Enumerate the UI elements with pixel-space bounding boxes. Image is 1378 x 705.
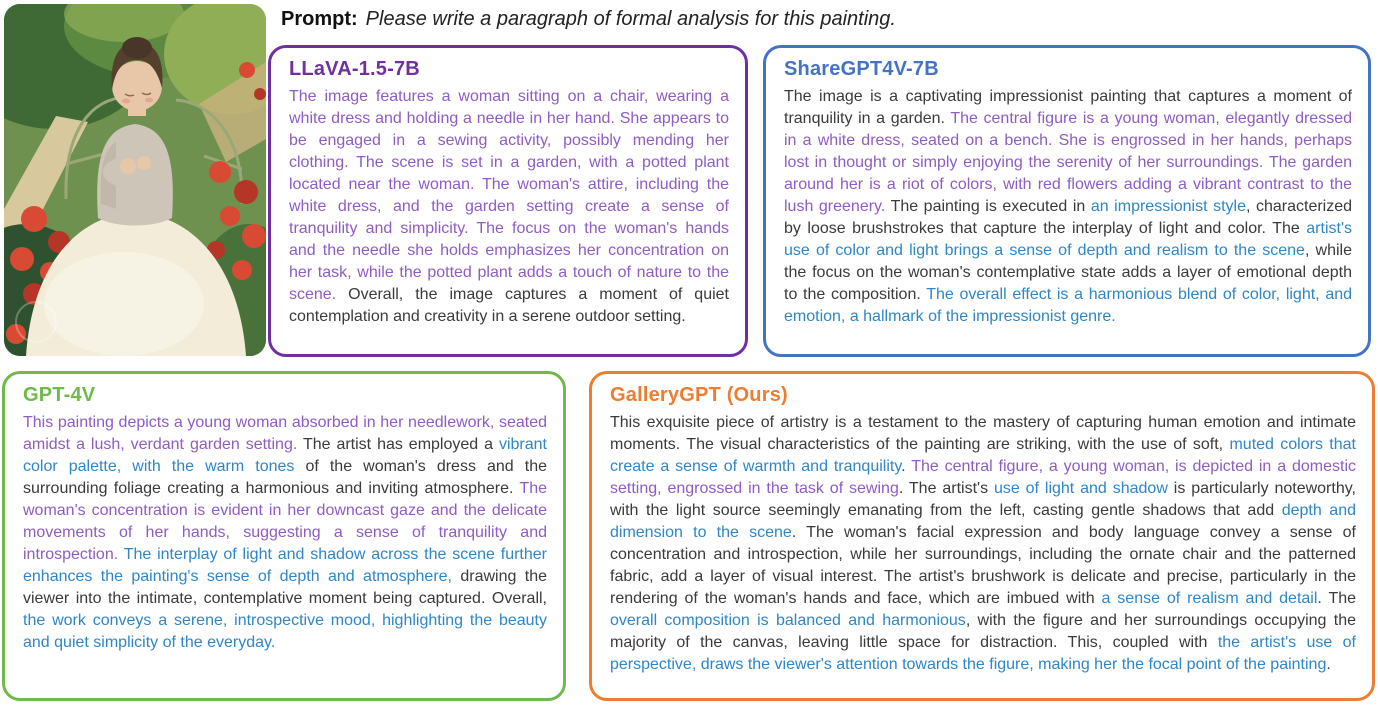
text-segment-purple: This painting depicts a young woman absorbed in her needlework, seated amidst a lush, verdant garden setting. (23, 414, 547, 453)
text-segment-blue: a sense of realism and detail (1101, 590, 1318, 607)
text-segment-black: drawing the viewer into the intimate, contemplative moment being captured. Overall, (23, 568, 548, 607)
text-segment-blue: vibrant color palette, with the warm tones (23, 436, 547, 475)
model-box-llava (268, 45, 748, 357)
text-segment-black: . The artist's (898, 480, 994, 497)
prompt-text: Please write a paragraph of formal analysis for this painting. (365, 8, 896, 30)
text-segment-blue: use of light and shadow (993, 480, 1168, 497)
painting-thumbnail (4, 4, 266, 356)
model-title-sharegpt4v: ShareGPT4V-7B (784, 58, 939, 80)
text-segment-blue: the work conveys a serene, introspective mood, highlighting the beauty and quiet simplicity of the everyday. (23, 612, 547, 651)
prompt-line (281, 8, 1361, 31)
text-segment-blue: depth and dimension to the scene (610, 502, 1356, 541)
text-segment-black: . (1326, 656, 1331, 673)
model-output-sharegpt4v (784, 86, 1352, 328)
text-segment-black: is particularly noteworthy, with the light source seemingly emanating from the left, casting gentle shadows that add (610, 480, 1356, 519)
text-segment-purple: The woman's concentration is evident in her downcast gaze and the delicate movements of her hands, suggesting a sense of tranquility and introspection. (23, 480, 547, 563)
text-segment-black: Overall, the image captures a moment of quiet contemplation and creativity in a serene outdoor setting. (289, 286, 729, 325)
text-segment-black: The painting is executed in (885, 198, 1091, 215)
text-segment-black: of the woman's dress and the surrounding foliage creating a harmonious and inviting atmosphere. (23, 458, 547, 497)
model-output-gpt4v (23, 412, 547, 654)
model-box-sharegpt4v (763, 45, 1371, 357)
text-segment-purple: The central figure, a young woman, is depicted in a domestic setting, engrossed in the task of sewing (610, 458, 1357, 497)
model-title-gallerygpt: GalleryGPT (Ours) (610, 384, 788, 406)
text-segment-blue: The interplay of light and shadow across the scene further enhances the painting's sense of depth and atmosphere, (23, 546, 547, 585)
text-segment-black: , characterized by loose brushstrokes that capture the interplay of light and color. The (784, 198, 1353, 237)
text-segment-black: The image is a captivating impressionist painting that captures a moment of tranquility in a garden. (784, 88, 1352, 127)
text-segment-blue: artist's use of color and light brings a sense of depth and realism to the scene (784, 220, 1352, 259)
painting-image (4, 4, 266, 356)
text-segment-blue: overall composition is balanced and harmonious (610, 612, 966, 629)
text-segment-black: This exquisite piece of artistry is a testament to the mastery of capturing human emotion and intimate moments. The visual characteristics of the painting are striking, with the use of soft, (610, 414, 1356, 453)
model-box-gallerygpt (589, 371, 1375, 701)
text-segment-purple: The image features a woman sitting on a chair, wearing a white dress and holding a needle in her hand. She appears to be engaged in a sewing activity, possibly mending her clothing. The scene is set in a garden, with a potted plant located near the woman. The woman's attire, including the white dress, and the garden setting create a sense of tranquility and simplicity. The focus on the woman's hands and the needle she holds emphasizes her concentration on her task, while the potted plant adds a touch of nature to the scene. (289, 88, 729, 303)
text-segment-black: . The (1317, 590, 1357, 607)
model-output-llava (289, 86, 729, 328)
text-segment-black: . (901, 458, 912, 475)
text-segment-black: , with the figure and her surroundings occupying the majority of the canvas, leaving little space for distraction. This, coupled with (610, 612, 1356, 651)
text-segment-blue: muted colors that create a sense of warmth and tranquility (610, 436, 1356, 475)
text-segment-black: The artist has employed a (297, 436, 499, 453)
text-segment-blue: an impressionist style (1090, 198, 1246, 215)
model-output-gallerygpt (610, 412, 1356, 676)
text-segment-blue: The overall effect is a harmonious blend of color, light, and emotion, a hallmark of the impressionist genre. (784, 286, 1353, 325)
text-segment-black: . The woman's facial expression and body language convey a sense of concentration and introspection, while her surroundings, including the ornate chair and the patterned fabric, add a layer of visual interest. The artist's brushwork is delicate and precise, particularly in the rendering of the woman's hands and face, which are imbued with (610, 524, 1357, 607)
text-segment-black: , while the focus on the woman's contemplative state adds a layer of emotional depth to the composition. (784, 242, 1352, 303)
prompt-label: Prompt: (281, 8, 358, 30)
model-box-gpt4v (2, 371, 566, 701)
model-title-llava: LLaVA-1.5-7B (289, 58, 420, 80)
model-title-gpt4v: GPT-4V (23, 384, 96, 406)
text-segment-blue: the artist's use of perspective, draws the viewer's attention towards the figure, making her the focal point of the painting (610, 634, 1356, 673)
text-segment-purple: The central figure is a young woman, elegantly dressed in a white dress, seated on a bench. She is engrossed in her hands, perhaps lost in thought or simply enjoying the serenity of her surroundings. The garden around her is a riot of colors, with red flowers adding a vibrant contrast to the lush greenery. (784, 110, 1353, 215)
